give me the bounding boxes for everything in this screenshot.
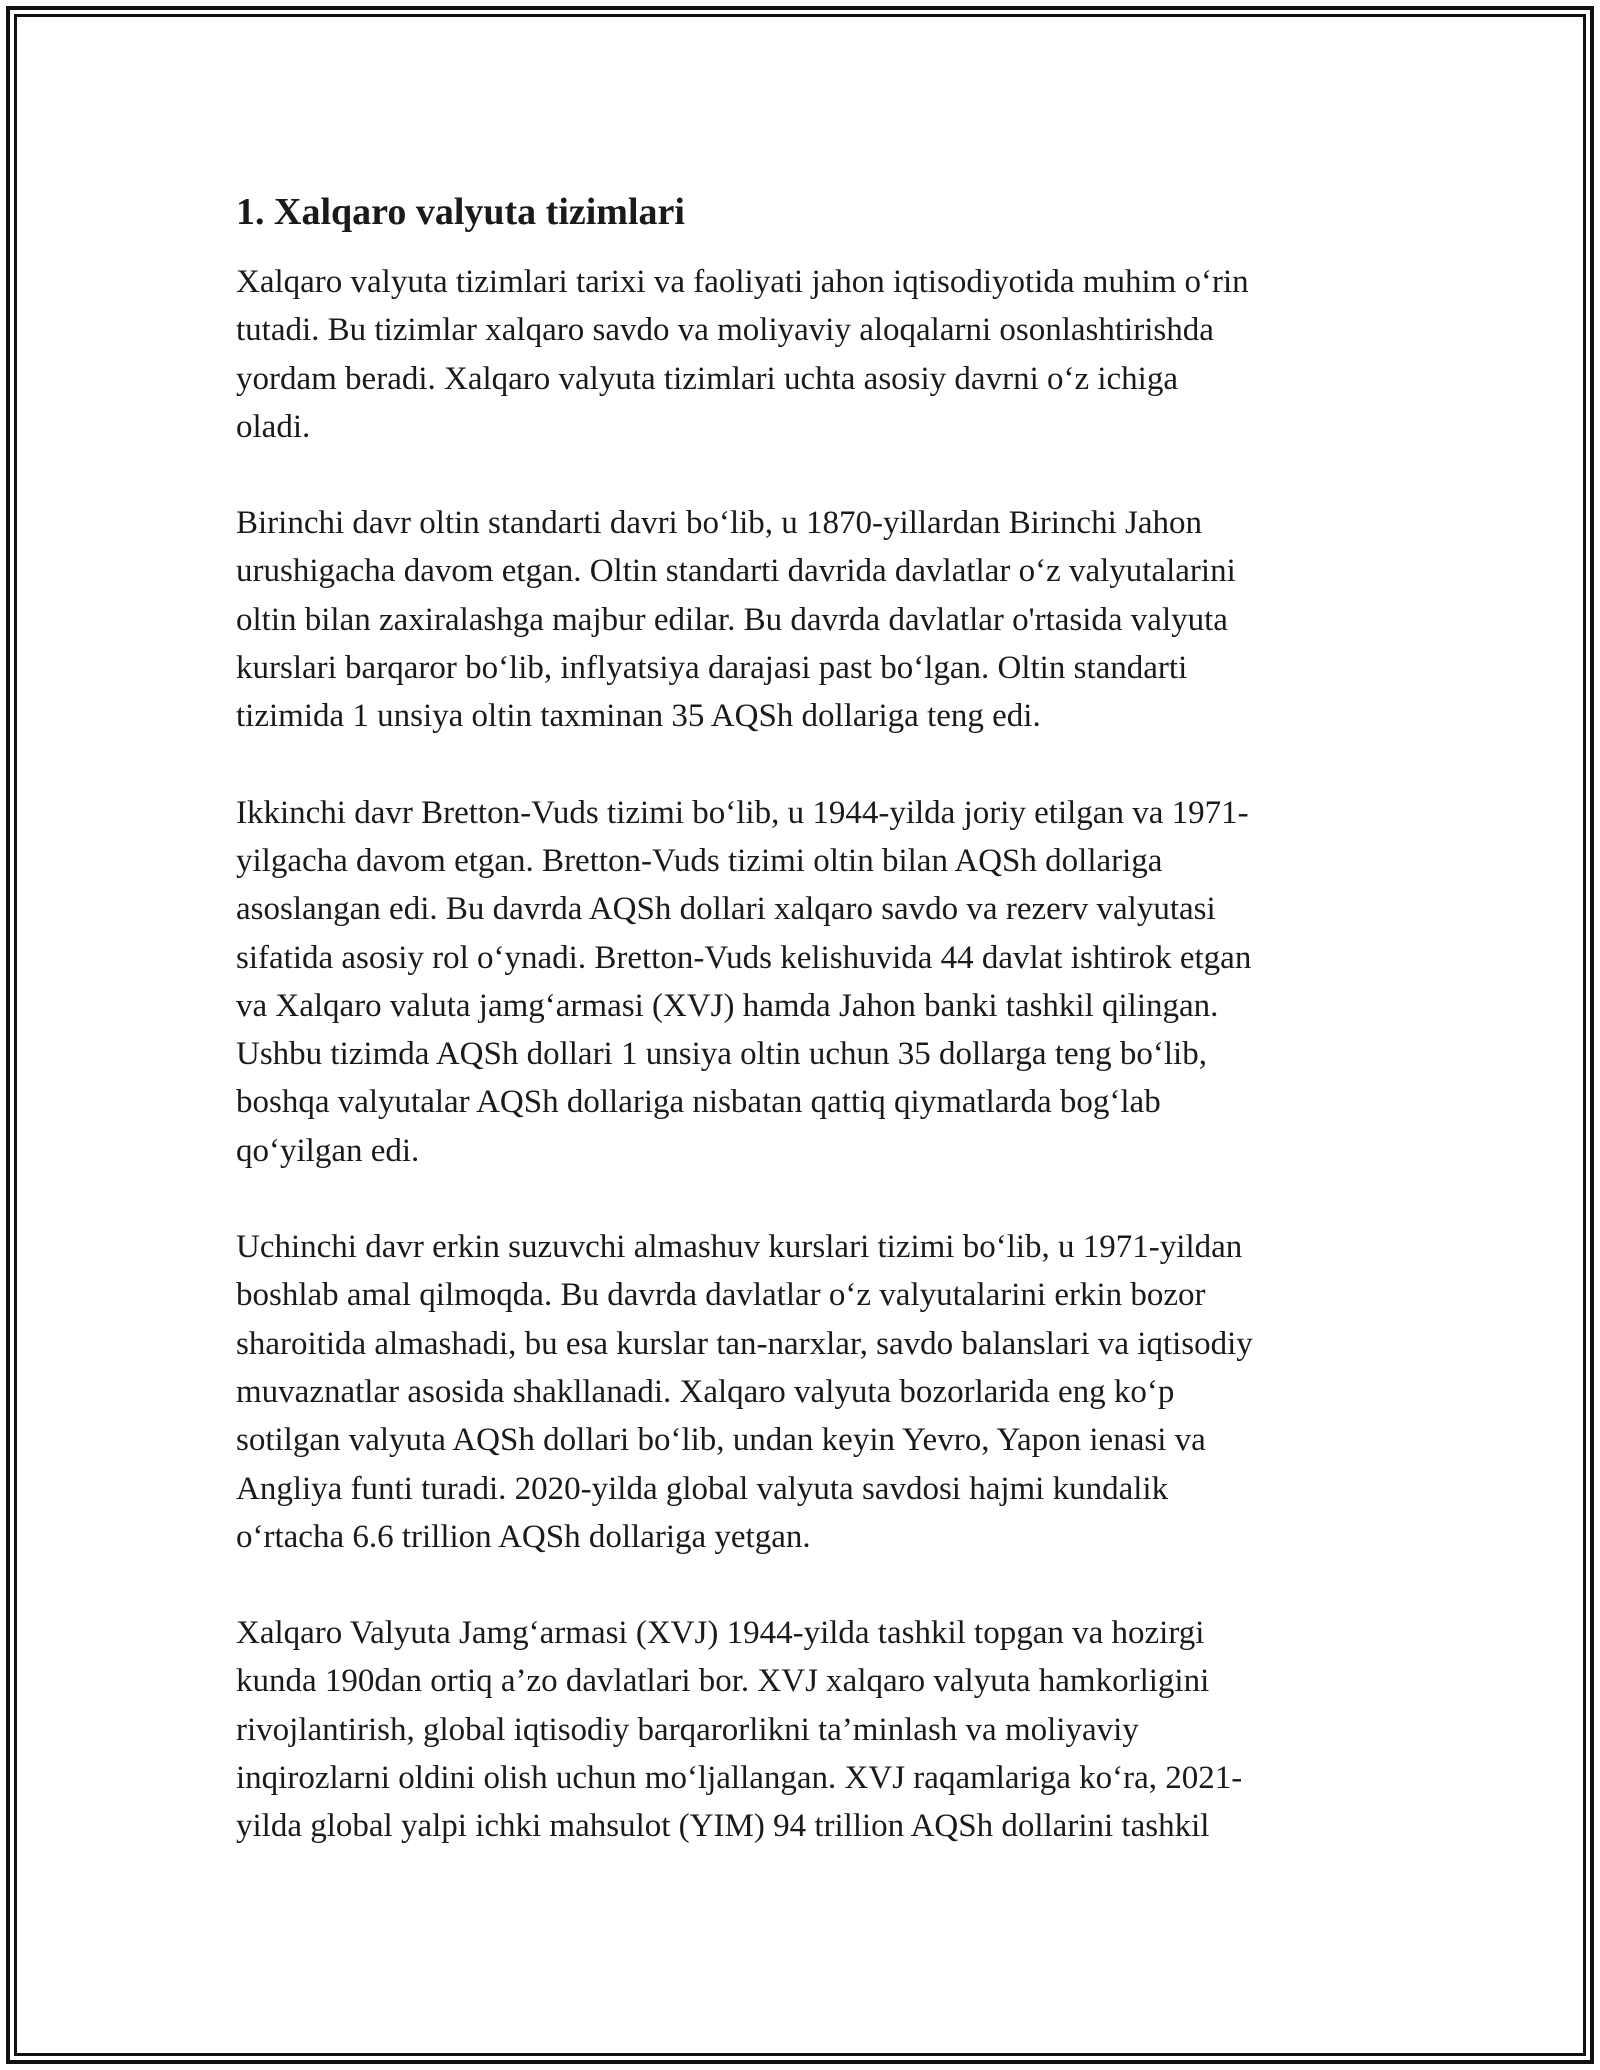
- text-line: oladi.: [236, 408, 311, 445]
- paragraph-bretton-woods: [236, 789, 1386, 1175]
- text-line: boshqa valyutalar AQSh dollariga nisbatan qattiq qiymatlarda bogʻlab: [236, 1084, 1161, 1121]
- text-line: Uchinchi davr erkin suzuvchi almashuv kurslari tizimi boʻlib, u 1971-yildan: [236, 1229, 1243, 1266]
- text-line: sifatida asosiy rol oʻynadi. Bretton-Vuds kelishuvida 44 davlat ishtirok etgan: [236, 939, 1252, 976]
- paragraph-gold-standard: [236, 499, 1386, 740]
- text-line: muvaznatlar asosida shakllanadi. Xalqaro valyuta bozorlarida eng koʻp: [236, 1373, 1175, 1410]
- paragraph-intro: [236, 258, 1386, 451]
- text-line: Ushbu tizimda AQSh dollari 1 unsiya oltin uchun 35 dollarga teng boʻlib,: [236, 1036, 1207, 1073]
- text-line: Xalqaro Valyuta Jamgʻarmasi (XVJ) 1944-yilda tashkil topgan va hozirgi: [236, 1615, 1205, 1652]
- text-line: asoslangan edi. Bu davrda AQSh dollari xalqaro savdo va rezerv valyutasi: [236, 891, 1216, 928]
- text-line: boshlab amal qilmoqda. Bu davrda davlatlar oʻz valyutalarini erkin bozor: [236, 1277, 1206, 1314]
- text-line: Ikkinchi davr Bretton-Vuds tizimi boʻlib, u 1944-yilda joriy etilgan va 1971-: [236, 794, 1249, 831]
- text-line: rivojlantirish, global iqtisodiy barqarorlikni ta’minlash va moliyaviy: [236, 1711, 1139, 1748]
- text-line: va Xalqaro valuta jamgʻarmasi (XVJ) hamda Jahon banki tashkil qilingan.: [236, 987, 1219, 1024]
- text-line: sotilgan valyuta AQSh dollari boʻlib, undan keyin Yevro, Yapon ienasi va: [236, 1422, 1206, 1459]
- text-line: kunda 190dan ortiq a’zo davlatlari bor. XVJ xalqaro valyuta hamkorligini: [236, 1663, 1210, 1700]
- text-line: sharoitida almashadi, bu esa kurslar tan-narxlar, savdo balanslari va iqtisodiy: [236, 1325, 1253, 1362]
- text-line: Xalqaro valyuta tizimlari tarixi va faoliyati jahon iqtisodiyotida muhim oʻrin: [236, 264, 1249, 300]
- text-line: tizimida 1 unsiya oltin taxminan 35 AQSh dollariga teng edi.: [236, 698, 1041, 735]
- text-line: yilgacha davom etgan. Bretton-Vuds tizimi oltin bilan AQSh dollariga: [236, 842, 1163, 879]
- paragraph-floating-rates: [236, 1223, 1386, 1561]
- text-line: Birinchi davr oltin standarti davri boʻlib, u 1870-yillardan Birinchi Jahon: [236, 505, 1202, 542]
- text-line: kurslari barqaror boʻlib, inflyatsiya darajasi past boʻlgan. Oltin standarti: [236, 650, 1188, 687]
- text-line: oʻrtacha 6.6 trillion AQSh dollariga yetgan.: [236, 1518, 811, 1555]
- text-line: oltin bilan zaxiralashga majbur edilar. Bu davrda davlatlar o'rtasida valyuta: [236, 601, 1228, 638]
- text-line: Angliya funti turadi. 2020-yilda global valyuta savdosi hajmi kundalik: [236, 1470, 1169, 1507]
- text-line: tutadi. Bu tizimlar xalqaro savdo va moliyaviy aloqalarni osonlashtirishda: [236, 312, 1214, 349]
- paragraph-imf: [236, 1609, 1386, 1850]
- document-body: [236, 186, 1386, 1899]
- text-line: inqirozlarni oldini olish uchun moʻljallangan. XVJ raqamlariga koʻra, 2021-: [236, 1760, 1243, 1797]
- text-line: qoʻyilgan edi.: [236, 1132, 420, 1169]
- text-line: yilda global yalpi ichki mahsulot (YIM) 94 trillion AQSh dollarini tashkil: [236, 1808, 1210, 1845]
- text-line: yordam beradi. Xalqaro valyuta tizimlari uchta asosiy davrni oʻz ichiga: [236, 360, 1178, 397]
- text-line: urushigacha davom etgan. Oltin standarti davrida davlatlar oʻz valyutalarini: [236, 553, 1236, 590]
- section-heading: 1. Xalqaro valyuta tizimlari: [236, 191, 685, 233]
